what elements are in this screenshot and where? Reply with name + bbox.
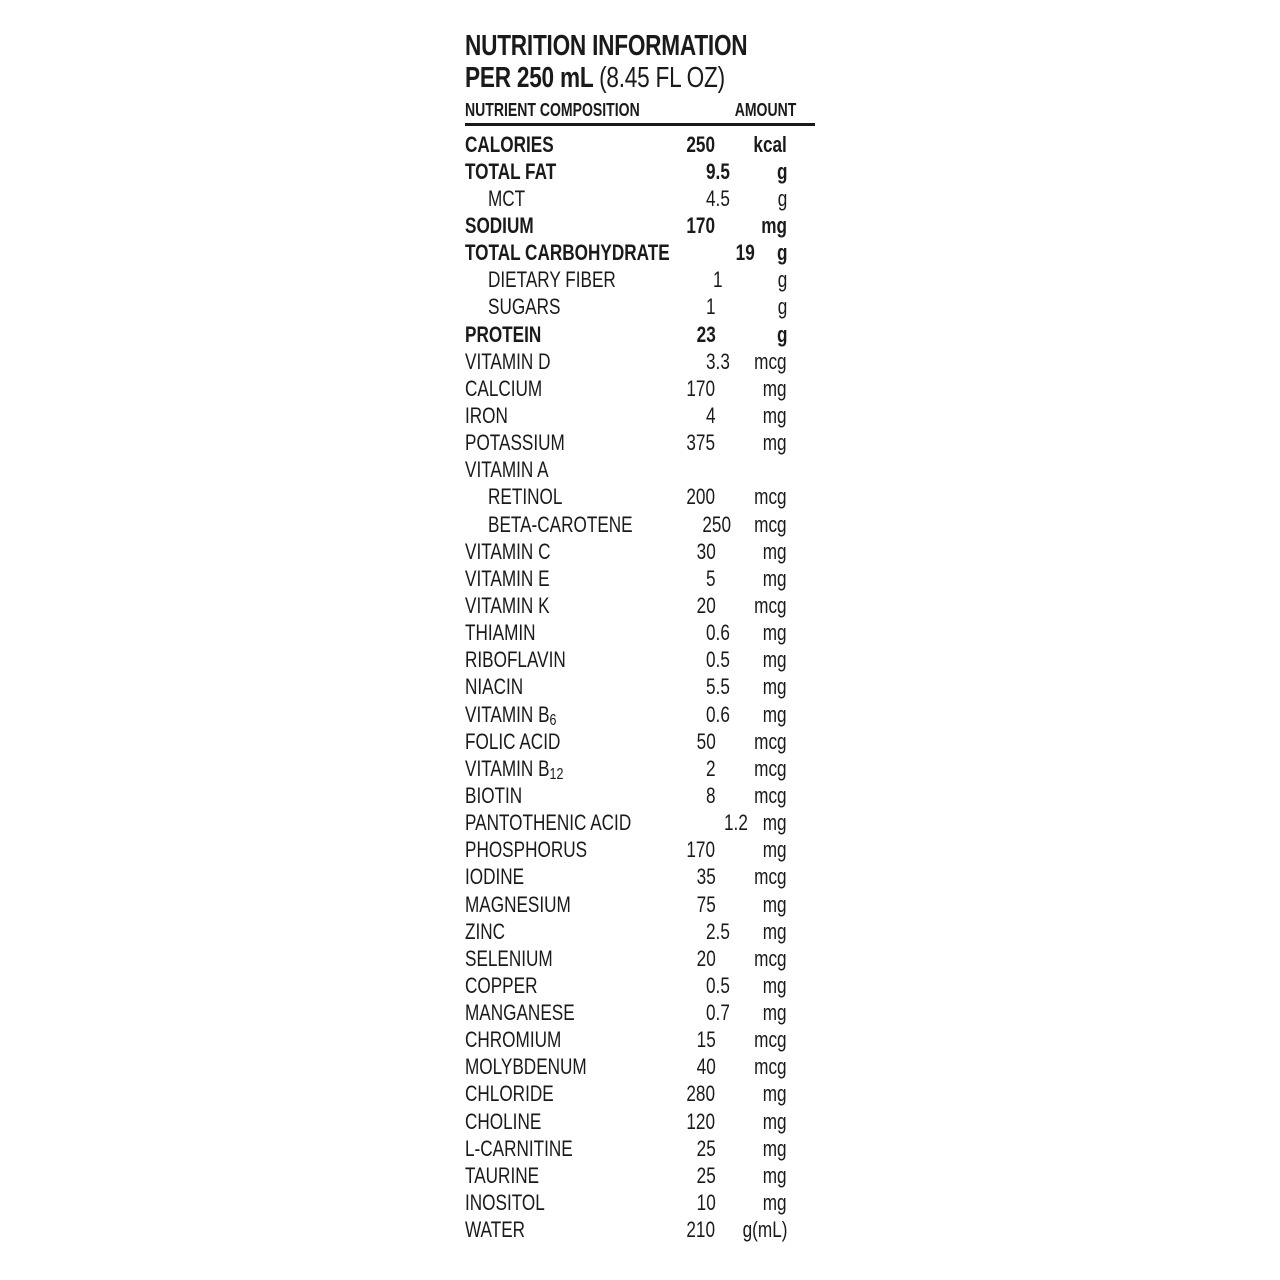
nutrient-amount: 0 .5 [705,647,730,673]
nutrient-unit: mcg [754,755,787,781]
nutrient-unit: g [776,158,787,184]
nutrient-amount: 2 [705,755,716,781]
nutrient-amount: 170 [686,837,716,863]
nutrient-name: MANGANESE [465,1000,575,1026]
nutrient-amount: 5 [705,565,716,591]
nutrient-unit: mg [763,837,787,863]
nutrient-name: COPPER [465,972,538,998]
nutrient-amount: 250 [702,511,732,537]
nutrient-amount: 0 .7 [705,1000,730,1026]
nutrient-unit: mcg [754,728,787,754]
nutrient-name: PHOSPHORUS [465,837,588,863]
nutrient-name: INOSITOL [465,1190,545,1216]
nutrient-name: VITAMIN D [465,348,551,374]
nutrient-name: MCT [488,185,526,211]
nutrient-name: CHOLINE [465,1108,542,1134]
nutrient-amount: 20 [696,945,716,971]
nutrient-amount: 25 [696,1135,716,1161]
table-row [465,430,815,457]
table-row [465,647,815,674]
nutrient-amount: 170 [686,375,716,401]
table-row [465,267,815,294]
nutrient-unit: g [776,321,787,347]
table-row [465,375,815,402]
nutrient-amount: 250 [686,131,716,157]
table-row [465,701,815,728]
nutrient-unit: g [777,185,787,211]
nutrient-amount: 2 .5 [705,918,730,944]
nutrient-unit: mcg [754,945,787,971]
table-row [465,1000,815,1027]
nutrient-name: VITAMIN B6 [465,701,557,729]
nutrition-facts-panel [465,30,815,1244]
subscript: 12 [549,765,564,783]
table-row [465,592,815,619]
nutrient-unit: mg [763,1162,787,1188]
table-row [465,1081,815,1108]
nutrient-name: THIAMIN [465,620,536,646]
table-row [465,891,815,918]
nutrient-amount: 9 .5 [705,158,730,184]
nutrient-name: PROTEIN [465,321,542,347]
nutrient-amount: 8 [705,782,716,808]
nutrient-unit: mg [763,565,787,591]
nutrient-amount: 19 [736,240,756,266]
nutrient-name: NIACIN [465,674,524,700]
table-row [465,972,815,999]
nutrient-amount: 4 [705,402,716,428]
nutrient-amount: 4 .5 [705,185,730,211]
nutrient-unit: mg [763,375,787,401]
nutrient-unit: mcg [754,511,787,537]
nutrient-name: SODIUM [465,212,534,238]
nutrient-name: VITAMIN A [465,457,549,483]
nutrient-name: MOLYBDENUM [465,1054,587,1080]
table-row [465,837,815,864]
table-row [465,1217,815,1244]
nutrient-name: PANTOTHENIC ACID [465,810,632,836]
nutrient-amount: 0 .6 [705,701,730,727]
table-row [465,565,815,592]
nutrient-unit: mg [763,918,787,944]
nutrient-amount: 200 [686,484,716,510]
nutrient-amount: 210 [686,1217,716,1243]
nutrient-unit: g [777,267,787,293]
table-row [465,674,815,701]
nutrient-unit: mg [763,972,787,998]
nutrient-amount: 35 [696,864,716,890]
nutrient-unit: kcal [753,131,787,157]
table-row [465,755,815,782]
serving-size: PER 250 mL [465,62,594,94]
nutrient-name: ZINC [465,918,506,944]
header-rule [465,123,815,126]
nutrient-unit: mg [763,1000,787,1026]
nutrient-unit: mg [763,1108,787,1134]
nutrient-name: CHLORIDE [465,1081,554,1107]
table-row [465,1189,815,1216]
serving-size-line [465,62,738,94]
nutrient-amount: 170 [686,212,716,238]
table-row [465,321,815,348]
nutrient-unit: mg [763,810,787,836]
nutrient-unit: mg [763,674,787,700]
nutrient-amount: 15 [696,1027,716,1053]
nutrient-unit: mg [763,1135,787,1161]
serving-size-alt: (8.45 FL OZ) [599,62,725,94]
nutrient-name: DIETARY FIBER [488,267,616,293]
nutrient-amount: 20 [696,592,716,618]
table-row [465,131,815,158]
nutrient-unit: mg [761,212,787,238]
nutrient-name: RETINOL [488,484,563,510]
nutrient-name: VITAMIN C [465,538,551,564]
nutrient-unit: mcg [754,782,787,808]
nutrient-unit: mcg [754,864,787,890]
nutrient-amount: 25 [696,1162,716,1188]
nutrient-unit: mg [763,701,787,727]
nutrient-unit: mcg [754,1027,787,1053]
table-row [465,348,815,375]
nutrient-name: CALORIES [465,131,554,157]
table-row [465,810,815,837]
nutrient-unit: mcg [754,1054,787,1080]
table-row [465,782,815,809]
table-row [465,918,815,945]
table-row [465,185,815,212]
table-row [465,402,815,429]
table-row [465,728,815,755]
nutrient-name: BETA-CAROTENE [488,511,633,537]
nutrient-name: IODINE [465,864,525,890]
nutrient-name: POTASSIUM [465,430,565,456]
nutrient-amount: 0 .5 [705,972,730,998]
nutrient-amount: 1 [705,294,716,320]
nutrient-name: RIBOFLAVIN [465,647,566,673]
table-row [465,1054,815,1081]
column-header-amount: AMOUNT [734,100,796,120]
nutrient-name: VITAMIN E [465,565,550,591]
nutrient-unit: mg [763,430,787,456]
nutrient-name: SELENIUM [465,945,553,971]
nutrient-unit: mg [763,620,787,646]
nutrient-unit: mcg [754,592,787,618]
nutrient-unit: mg [763,647,787,673]
nutrient-name: L-CARNITINE [465,1135,573,1161]
nutrient-name: MAGNESIUM [465,891,571,917]
nutrient-unit: mg [763,402,787,428]
nutrient-unit: mg [763,1190,787,1216]
table-row [465,457,815,484]
nutrient-name: SUGARS [488,294,561,320]
table-rows [465,131,815,1244]
nutrient-name: CHROMIUM [465,1027,562,1053]
panel-title: NUTRITION INFORMATION [465,30,748,62]
nutrient-amount: 10 [696,1190,716,1216]
nutrient-name: TOTAL FAT [465,158,557,184]
nutrient-amount: 23 [696,321,716,347]
table-row [465,538,815,565]
subscript: 6 [549,711,557,729]
column-headers [465,100,815,120]
nutrient-unit: mcg [754,348,787,374]
table-row [465,212,815,239]
nutrient-amount: 1 .2 [723,810,748,836]
nutrient-amount: 0 .6 [705,620,730,646]
nutrient-unit: g [777,294,787,320]
table-row [465,1162,815,1189]
nutrient-name: BIOTIN [465,782,523,808]
table-row [465,1135,815,1162]
nutrient-name: CALCIUM [465,375,543,401]
nutrient-unit: mg [763,1081,787,1107]
nutrient-unit: mg [763,891,787,917]
nutrient-amount: 1 [713,267,723,293]
nutrient-amount: 280 [686,1081,716,1107]
nutrient-unit: mcg [754,484,787,510]
table-row [465,294,815,321]
nutrient-name: VITAMIN K [465,592,550,618]
nutrient-name: WATER [465,1217,526,1243]
nutrient-amount: 120 [686,1108,716,1134]
column-header-nutrient: NUTRIENT COMPOSITION [465,100,640,120]
nutrient-unit: mg [763,538,787,564]
table-row [465,484,815,511]
nutrient-name: FOLIC ACID [465,728,561,754]
nutrient-amount: 30 [696,538,716,564]
table-row [465,240,815,267]
nutrient-unit: g(mL) [742,1217,787,1243]
nutrient-amount: 375 [686,430,716,456]
nutrient-name: IRON [465,402,508,428]
table-row [465,864,815,891]
nutrient-amount: 5 .5 [705,674,730,700]
nutrient-amount: 75 [696,891,716,917]
nutrient-name: TOTAL CARBOHYDRATE [465,240,670,266]
nutrient-name: VITAMIN B12 [465,755,564,783]
nutrient-amount: 40 [696,1054,716,1080]
table-row [465,620,815,647]
nutrient-name: TAURINE [465,1162,540,1188]
table-row [465,1027,815,1054]
table-row [465,158,815,185]
table-row [465,945,815,972]
table-row [465,1108,815,1135]
nutrient-amount: 50 [696,728,716,754]
nutrient-amount: 3 .3 [705,348,730,374]
nutrient-unit: g [776,240,787,266]
table-row [465,511,815,538]
